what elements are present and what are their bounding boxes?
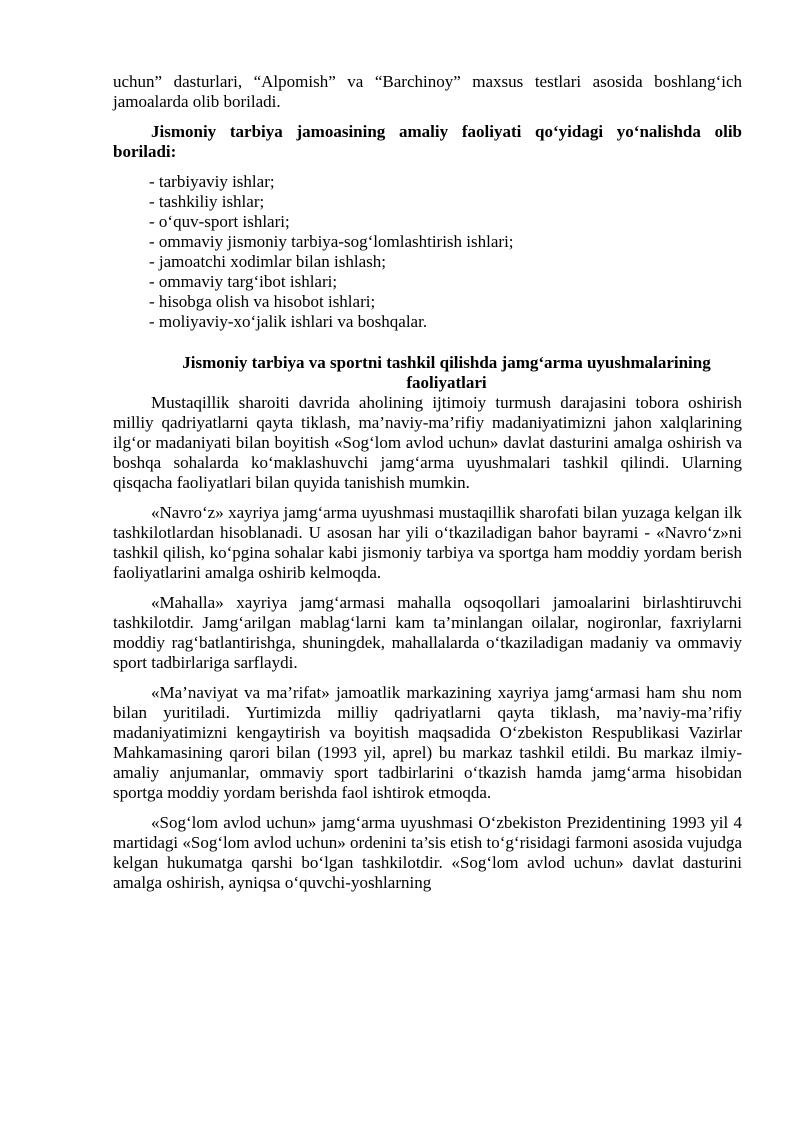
list-item: - jamoatchi xodimlar bilan ishlash; bbox=[149, 252, 387, 271]
list-item: - o‘quv-sport ishlari; bbox=[149, 212, 290, 231]
list-item: - ommaviy jismoniy tarbiya-sog‘lomlashtirish ishlari; bbox=[149, 232, 514, 251]
body-paragraph: «Navro‘z» xayriya jamg‘arma uyushmasi mustaqillik sharofati bilan yuzaga kelgan ilk tashkilotlardan hisoblanadi. U asosan har yili o‘tkaziladigan bahor bayrami - «Navro‘z»ni tashkil qilish, ko‘pgina sohalar kabi jismoniy tarbiya va sportga ham moddiy yordam berish faoliyatlarini amalga oshirib kelmoqda. bbox=[113, 503, 742, 582]
list-item: - tarbiyaviy ishlar; bbox=[149, 172, 275, 191]
directions-heading: Jismoniy tarbiya jamoasining amaliy faoliyati qo‘yidagi yo‘nalishda olib boriladi: bbox=[113, 122, 742, 161]
body-paragraph: «Ma’naviyat va ma’rifat» jamoatlik markazining xayriya jamg‘armasi ham shu nom bilan yuritiladi. Yurtimizda milliy qadriyatlarni qayta tiklash, ma’naviy-ma’rifiy madaniyatimizni kengaytirish va boyitish maqsadida O‘zbekiston Respublikasi Vazirlar Mahkamasining qarori bilan (1993 yil, aprel) bu markaz tashkil etildi. Bu markaz ilmiy-amaliy anjumanlar, ommaviy sport tadbirlarini o‘tkazish hamda jamg‘arma hisobidan sportga moddiy yordam berishda faol ishtirok etmoqda. bbox=[113, 683, 742, 802]
list-item: - tashkiliy ishlar; bbox=[149, 192, 265, 211]
body-paragraph: «Sog‘lom avlod uchun» jamg‘arma uyushmasi O‘zbekiston Prezidentining 1993 yil 4 martidagi «Sog‘lom avlod uchun» ordenini ta’sis etish to‘g‘risidagi farmoni asosida vujudga kelgan hukumatga qarshi bo‘lgan tashkilotdir. «Sog‘lom avlod uchun» davlat dasturini amalga oshirish, ayniqsa o‘quvchi-yoshlarning bbox=[113, 813, 742, 892]
list-item: - moliyaviy-xo‘jalik ishlari va boshqalar. bbox=[149, 312, 428, 331]
list-item: - ommaviy targ‘ibot ishlari; bbox=[149, 272, 338, 291]
document-page bbox=[113, 72, 742, 893]
list-item: - hisobga olish va hisobot ishlari; bbox=[149, 292, 376, 311]
section-title: Jismoniy tarbiya va sportni tashkil qilishda jamg‘arma uyushmalarining faoliyatlari bbox=[182, 353, 711, 392]
body-paragraph: «Mahalla» xayriya jamg‘armasi mahalla oqsoqollari jamoalarini birlashtiruvchi tashkilotdir. Jamg‘arilgan mablag‘larni kam ta’minlangan oilalar, nogironlar, faxriylarni moddiy rag‘batlantirishga, shuningdek, mahallalarda o‘tkaziladigan madaniy va ommaviy sport tadbirlariga sarflaydi. bbox=[113, 593, 742, 672]
intro-paragraph: uchun” dasturlari, “Alpomish” va “Barchinoy” maxsus testlari asosida boshlang‘ich jamoalarda olib boriladi. bbox=[113, 72, 742, 111]
body-paragraph: Mustaqillik sharoiti davrida aholining ijtimoiy turmush darajasini tobora oshirish milliy qadriyatlarni qayta tiklash, ma’naviy-ma’rifiy madaniyatimizni jahon xalqlarining ilg‘or madaniyati bilan boyitish «Sog‘lom avlod uchun» davlat dasturini amalga oshirish va boshqa sohalarda ko‘maklashuvchi jamg‘arma uyushmalari tashkil qilindi. Ularning qisqacha faoliyatlari bilan quyida tanishish mumkin. bbox=[113, 393, 742, 492]
directions-list bbox=[113, 172, 742, 332]
